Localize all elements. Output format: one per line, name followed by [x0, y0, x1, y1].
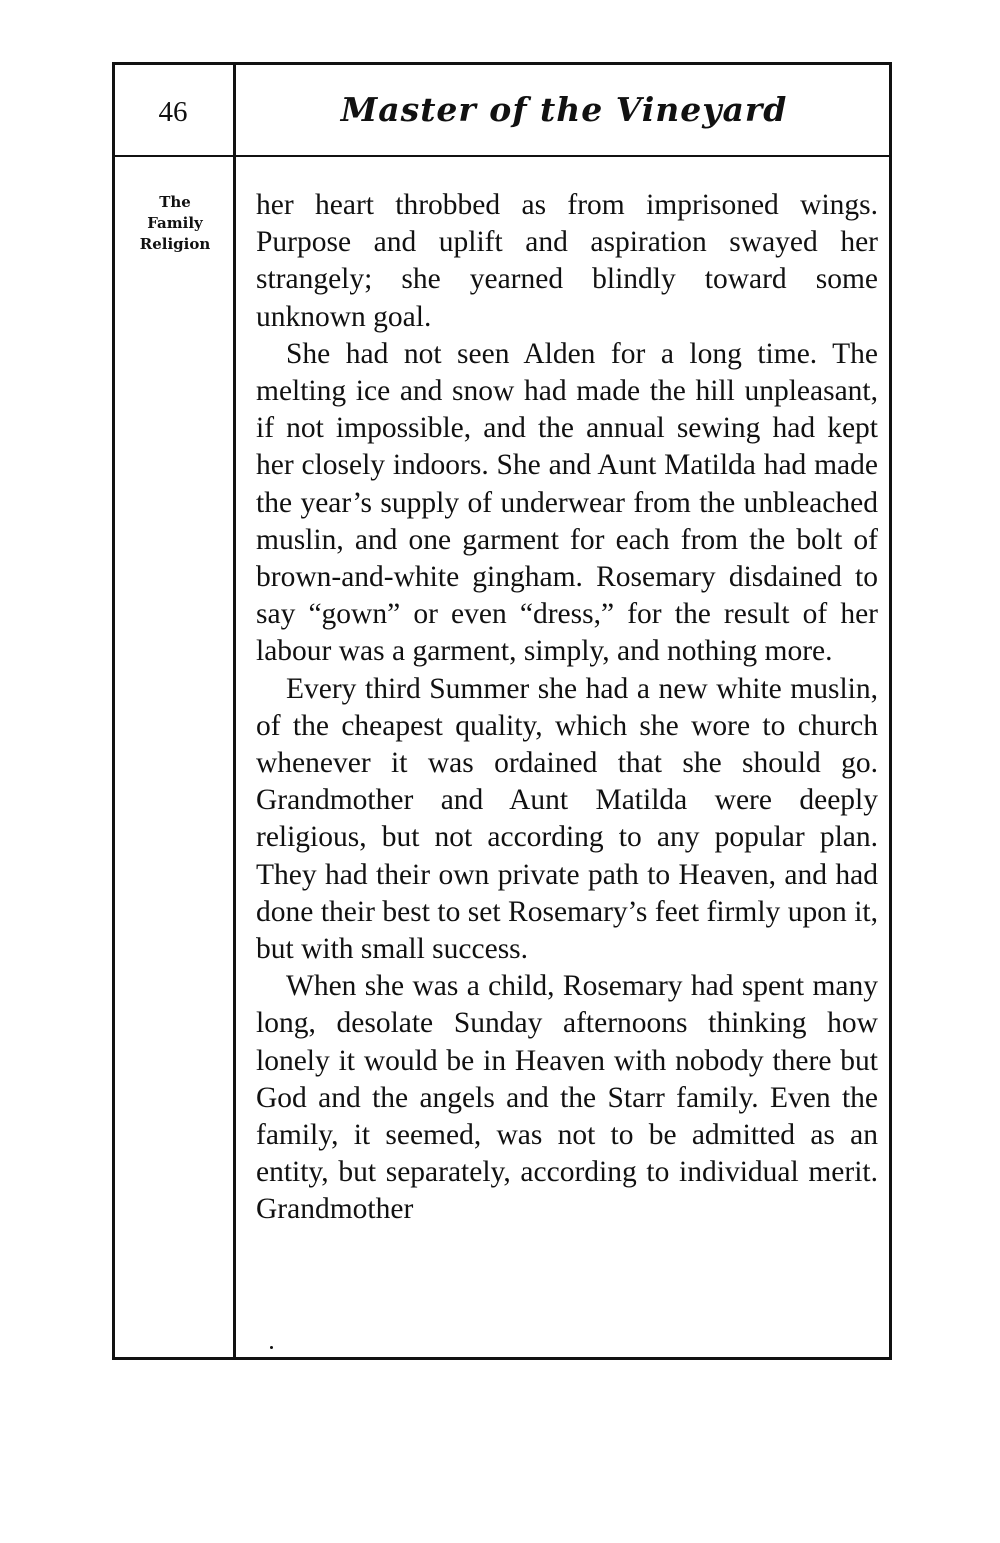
paragraph: Every third Summer she had a new white muslin, of the cheapest quality, which she wore to church whenever it was ordained that she should go. Grandmother and Aunt Matilda were deeply religious, but not according to any popular plan. They had their own private path to Heaven, and had done their best to set Rosemary’s feet firmly upon it, but with small success.: [256, 672, 878, 966]
ink-speck: [270, 1346, 273, 1349]
side-note-line: Religion: [139, 235, 211, 253]
paragraph: She had not seen Alden for a long time. The melting ice and snow had made the hill unpleasant, if not impossible, and the annual sewing had kept her closely indoors. She and Aunt Matilda had made the year’s supply of underwear from the unbleached muslin, and one garment for each from the bolt of brown-and-white gingham. Rosemary disdained to say “gown” or even “dress,” for the result of her labour was a garment, simply, and nothing more.: [256, 337, 878, 668]
running-title: Master of the Vineyard: [340, 90, 788, 129]
page-number: 46: [158, 96, 188, 128]
paragraph: When she was a child, Rosemary had spent many long, desolate Sunday afternoons thinking how lonely it would be in Heaven with nobody there but God and the angels and the Starr family. Even the family, it seemed, was not to be admitted as an entity, but separately, according to individual merit. Grandmother: [256, 970, 878, 1226]
side-note-line: The: [159, 193, 191, 211]
margin-column-rule: [233, 62, 236, 1360]
side-note-line: Family: [147, 214, 203, 232]
side-note: [116, 192, 234, 255]
body-text: [256, 187, 878, 1229]
paragraph: her heart throbbed as from imprisoned wings. Purpose and uplift and aspiration swayed her strangely; she yearned blindly toward some unknown goal.: [256, 189, 878, 333]
header-rule: [112, 155, 892, 157]
